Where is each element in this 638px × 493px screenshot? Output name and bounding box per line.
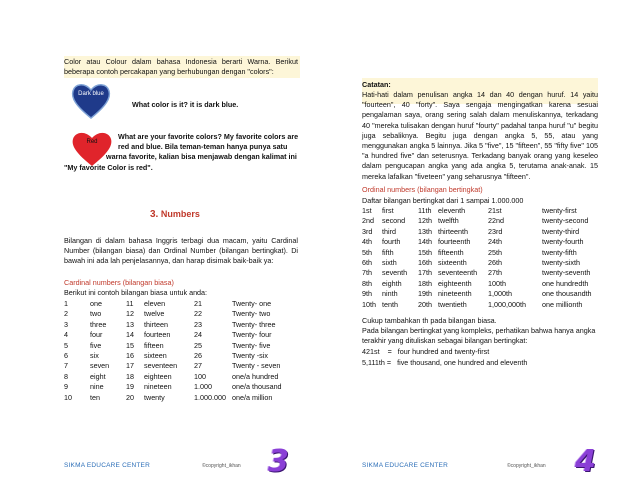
table-cell: 2nd <box>362 216 374 226</box>
table-cell: twenty-sixth <box>542 258 580 268</box>
table-cell: 5 <box>64 340 68 350</box>
note-text: Hati-hati dalam penulisan angka 14 dan 40 dengan huruf. 14 yaitu "fourteen", 40 "forty". Saya sengaja mengingatkan karena sesuai pengalaman saya, orang sering salah dalam menuliskannya, terkadang 40 "mereka tulisakan dengan huruf "fourty" padahal tanpa huruf "u" begitu juga sebaliknya. Begitu juga dengan angka 5, 55, atau yang menggunakan angka 5 lainnya. Jika 5 "five", 15 "fifteen", 55 "fifty five" 105 "a hundred five" dan seterusnya. Terkadang banyak orang yang keseleo dalam pengucapan angka yang ada angka 5, terutama anak-anak. 15 mereka lafalkan "fiveteen" yang seharusnya "fifteen". <box>362 90 598 181</box>
table-cell: eighteenth <box>438 278 472 288</box>
table-cell: fourth <box>382 237 401 247</box>
ordinal-numbers-table <box>362 206 606 310</box>
table-cell: 23 <box>194 319 202 329</box>
color-question-2-line-4: "My favorite Color is red". <box>64 163 153 172</box>
table-cell: 20th <box>418 299 432 309</box>
red-heart-label: Red <box>86 139 98 145</box>
table-cell: nineteenth <box>438 289 472 299</box>
table-cell: one thousandth <box>542 289 592 299</box>
page-4 <box>319 0 638 493</box>
table-cell: ninth <box>382 289 398 299</box>
table-cell: 14 <box>126 330 134 340</box>
table-cell: 22 <box>194 309 202 319</box>
table-cell: twelfth <box>438 216 459 226</box>
table-cell: Twenty- one <box>232 299 272 308</box>
table-cell: two <box>90 309 102 319</box>
table-row <box>362 300 606 310</box>
table-cell: 1,000th <box>488 289 512 299</box>
right-footer-brand: SIKMA EDUCARE CENTER <box>362 462 448 469</box>
table-row <box>362 279 606 289</box>
ordinal-tip-line-1: Cukup tambahkan th pada bilangan biasa. <box>362 316 497 325</box>
table-cell: twelve <box>144 309 165 319</box>
table-cell: 11th <box>418 206 432 215</box>
table-cell: fourteen <box>144 330 171 340</box>
table-row <box>362 237 606 247</box>
table-row <box>64 309 304 319</box>
cardinal-heading: Cardinal numbers (bilangan biasa) <box>64 278 174 287</box>
table-cell: 17 <box>126 361 134 371</box>
table-cell: one/a thousand <box>232 382 282 392</box>
table-row <box>362 258 606 268</box>
table-cell: 1st <box>362 206 372 215</box>
cardinal-subheading: Berikut ini contoh bilangan biasa untuk anda: <box>64 288 208 297</box>
table-cell: eleven <box>144 299 166 308</box>
table-cell: 8 <box>64 371 68 381</box>
table-cell: Twenty- three <box>232 319 276 329</box>
table-cell: twenty-third <box>542 226 580 236</box>
table-cell: 26th <box>488 258 502 268</box>
table-row <box>64 393 304 403</box>
color-question-2-line-1: What are your favorite colors? My favorite colors are <box>118 132 299 141</box>
section-heading <box>150 209 200 220</box>
table-cell: eleventh <box>438 206 466 215</box>
table-row <box>362 248 606 258</box>
section-title: Numbers <box>160 209 200 219</box>
table-cell: fourteenth <box>438 237 471 247</box>
table-cell: 3 <box>64 319 68 329</box>
table-cell: ten <box>90 392 100 402</box>
colors-intro-text: Color atau Colour dalam bahasa Indonesia berarti Warna. Berikut beberapa contoh percakapan yang berhubungan dengan "colors": <box>64 57 298 77</box>
table-row <box>64 372 304 382</box>
table-cell: twenty-fourth <box>542 237 584 247</box>
left-footer-brand: SIKMA EDUCARE CENTER <box>64 462 150 469</box>
table-cell: one/a hundred <box>232 371 279 381</box>
table-cell: 15 <box>126 340 134 350</box>
table-row <box>362 216 606 226</box>
table-cell: 21st <box>488 206 502 215</box>
table-cell: fifth <box>382 247 394 257</box>
color-question-1: What color is it? it is dark blue. <box>132 100 239 109</box>
dark-blue-heart-icon <box>70 80 112 120</box>
table-row <box>362 268 606 278</box>
dark-blue-heart-label: Dark blue <box>78 91 104 97</box>
section-number: 3. <box>150 209 159 220</box>
table-row <box>64 320 304 330</box>
table-cell: 4 <box>64 330 68 340</box>
table-cell: 3rd <box>362 226 373 236</box>
table-cell: 19th <box>418 289 432 299</box>
table-cell: 16 <box>126 351 134 361</box>
table-cell: 100th <box>488 278 506 288</box>
table-cell: 24th <box>488 237 502 247</box>
table-cell: eight <box>90 371 106 381</box>
table-cell: 17th <box>418 268 432 278</box>
ordinal-heading: Ordinal numbers (bilangan bertingkat) <box>362 185 483 194</box>
table-cell: sixteenth <box>438 258 467 268</box>
table-cell: nine <box>90 382 104 392</box>
table-cell: 5th <box>362 247 372 257</box>
table-row <box>64 330 304 340</box>
table-cell: twenty-second <box>542 216 589 226</box>
left-copyright: ©copyright_ikhan <box>202 463 241 469</box>
table-cell: Twenty- two <box>232 309 271 319</box>
table-cell: 18 <box>126 371 134 381</box>
numbers-intro: Bilangan di dalam bahasa Inggris terbagi dua macam, yaitu Cardinal Number (bilangan biasa) dan Ordinal Number (bilangan bertingkat). Di bawah ini ada lah penjelasannya, dan harap disimak baik-baik ya: <box>64 236 298 266</box>
table-cell: 6 <box>64 351 68 361</box>
cardinal-numbers-table <box>64 299 304 403</box>
table-row <box>64 341 304 351</box>
table-cell: eighth <box>382 278 402 288</box>
page-number-4: 4 <box>575 444 596 479</box>
table-cell: 8th <box>362 278 372 288</box>
table-cell: 10 <box>64 392 72 402</box>
table-cell: six <box>90 351 99 361</box>
table-cell: one <box>90 299 102 308</box>
ordinal-subheading: Daftar bilangan bertingkat dari 1 sampai 1.000.000 <box>362 196 524 205</box>
table-cell: 7 <box>64 361 68 371</box>
table-cell: thirteen <box>144 319 168 329</box>
table-cell: 13th <box>418 226 432 236</box>
table-row <box>64 351 304 361</box>
table-cell: 12th <box>418 216 432 226</box>
page-number-3: 3 <box>268 444 289 479</box>
table-cell: one/a million <box>232 392 273 402</box>
table-cell: 1,000,000th <box>488 299 526 309</box>
right-copyright: ©copyright_ikhan <box>507 463 546 469</box>
table-cell: tenth <box>382 299 398 309</box>
table-cell: second <box>382 216 406 226</box>
table-cell: twenty-first <box>542 206 577 215</box>
table-cell: 9 <box>64 382 68 392</box>
table-cell: twenty-seventh <box>542 268 591 278</box>
table-cell: Twenty- five <box>232 340 271 350</box>
table-cell: fifteenth <box>438 247 464 257</box>
table-cell: 27 <box>194 361 202 371</box>
table-cell: 15th <box>418 247 432 257</box>
table-cell: 25th <box>488 247 502 257</box>
table-cell: twenty-fifth <box>542 247 577 257</box>
ordinal-tip-line-2: Pada bilangan bertingkat yang kompleks, perhatikan bahwa hanya angka terakhir yang dituliskan sebagai bilangan bertingkat: <box>362 326 596 346</box>
table-cell: 13 <box>126 319 134 329</box>
table-cell: 9th <box>362 289 372 299</box>
table-cell: 4th <box>362 237 372 247</box>
table-cell: 2 <box>64 309 68 319</box>
table-cell: first <box>382 206 394 215</box>
table-cell: 7th <box>362 268 372 278</box>
table-cell: 11 <box>126 299 134 308</box>
table-cell: sixteen <box>144 351 167 361</box>
table-cell: third <box>382 226 396 236</box>
table-cell: twentieth <box>438 299 467 309</box>
table-cell: 6th <box>362 258 372 268</box>
table-cell: seventh <box>382 268 408 278</box>
table-cell: 16th <box>418 258 432 268</box>
table-cell: seven <box>90 361 110 371</box>
table-cell: 1.000 <box>194 382 212 392</box>
color-question-2-line-3: warna favorite, kalian bisa menjawab dengan kalimat ini <box>106 152 297 161</box>
ordinal-example-1: 421st = four hundred and twenty-first <box>362 347 490 356</box>
table-cell: 22nd <box>488 216 504 226</box>
table-cell: nineteen <box>144 382 172 392</box>
table-cell: 25 <box>194 340 202 350</box>
table-cell: three <box>90 319 107 329</box>
table-cell: five <box>90 340 102 350</box>
table-cell: 21 <box>194 299 202 308</box>
table-row <box>362 206 606 216</box>
table-cell: 24 <box>194 330 202 340</box>
table-row <box>362 289 606 299</box>
table-cell: 19 <box>126 382 134 392</box>
table-cell: four <box>90 330 103 340</box>
table-row <box>64 382 304 392</box>
table-cell: 1.000.000 <box>194 392 226 402</box>
note-heading: Catatan: <box>362 80 391 89</box>
table-cell: Twenty- four <box>232 330 272 340</box>
table-cell: Twenty -six <box>232 351 268 361</box>
ordinal-example-2: 5,111th = five thousand, one hundred and eleventh <box>362 358 528 367</box>
table-cell: 23rd <box>488 226 503 236</box>
table-cell: Twenty - seven <box>232 361 281 371</box>
table-cell: 10th <box>362 299 376 309</box>
table-cell: sixth <box>382 258 397 268</box>
table-row <box>362 227 606 237</box>
table-cell: eighteen <box>144 371 172 381</box>
table-cell: thirteenth <box>438 226 468 236</box>
table-cell: one hundredth <box>542 278 589 288</box>
table-cell: fifteen <box>144 340 164 350</box>
table-cell: 27th <box>488 268 502 278</box>
table-cell: 14th <box>418 237 432 247</box>
table-cell: 100 <box>194 371 206 381</box>
table-row <box>64 299 304 309</box>
table-row <box>64 361 304 371</box>
table-cell: 20 <box>126 392 134 402</box>
table-cell: seventeen <box>144 361 178 371</box>
table-cell: 12 <box>126 309 134 319</box>
table-cell: twenty <box>144 392 165 402</box>
table-cell: one millionth <box>542 299 583 309</box>
table-cell: 1 <box>64 299 68 308</box>
color-question-2-line-2: red and blue. Bila teman-teman hanya punya satu <box>118 142 288 151</box>
table-cell: seventeenth <box>438 268 478 278</box>
table-cell: 18th <box>418 278 432 288</box>
table-cell: 26 <box>194 351 202 361</box>
